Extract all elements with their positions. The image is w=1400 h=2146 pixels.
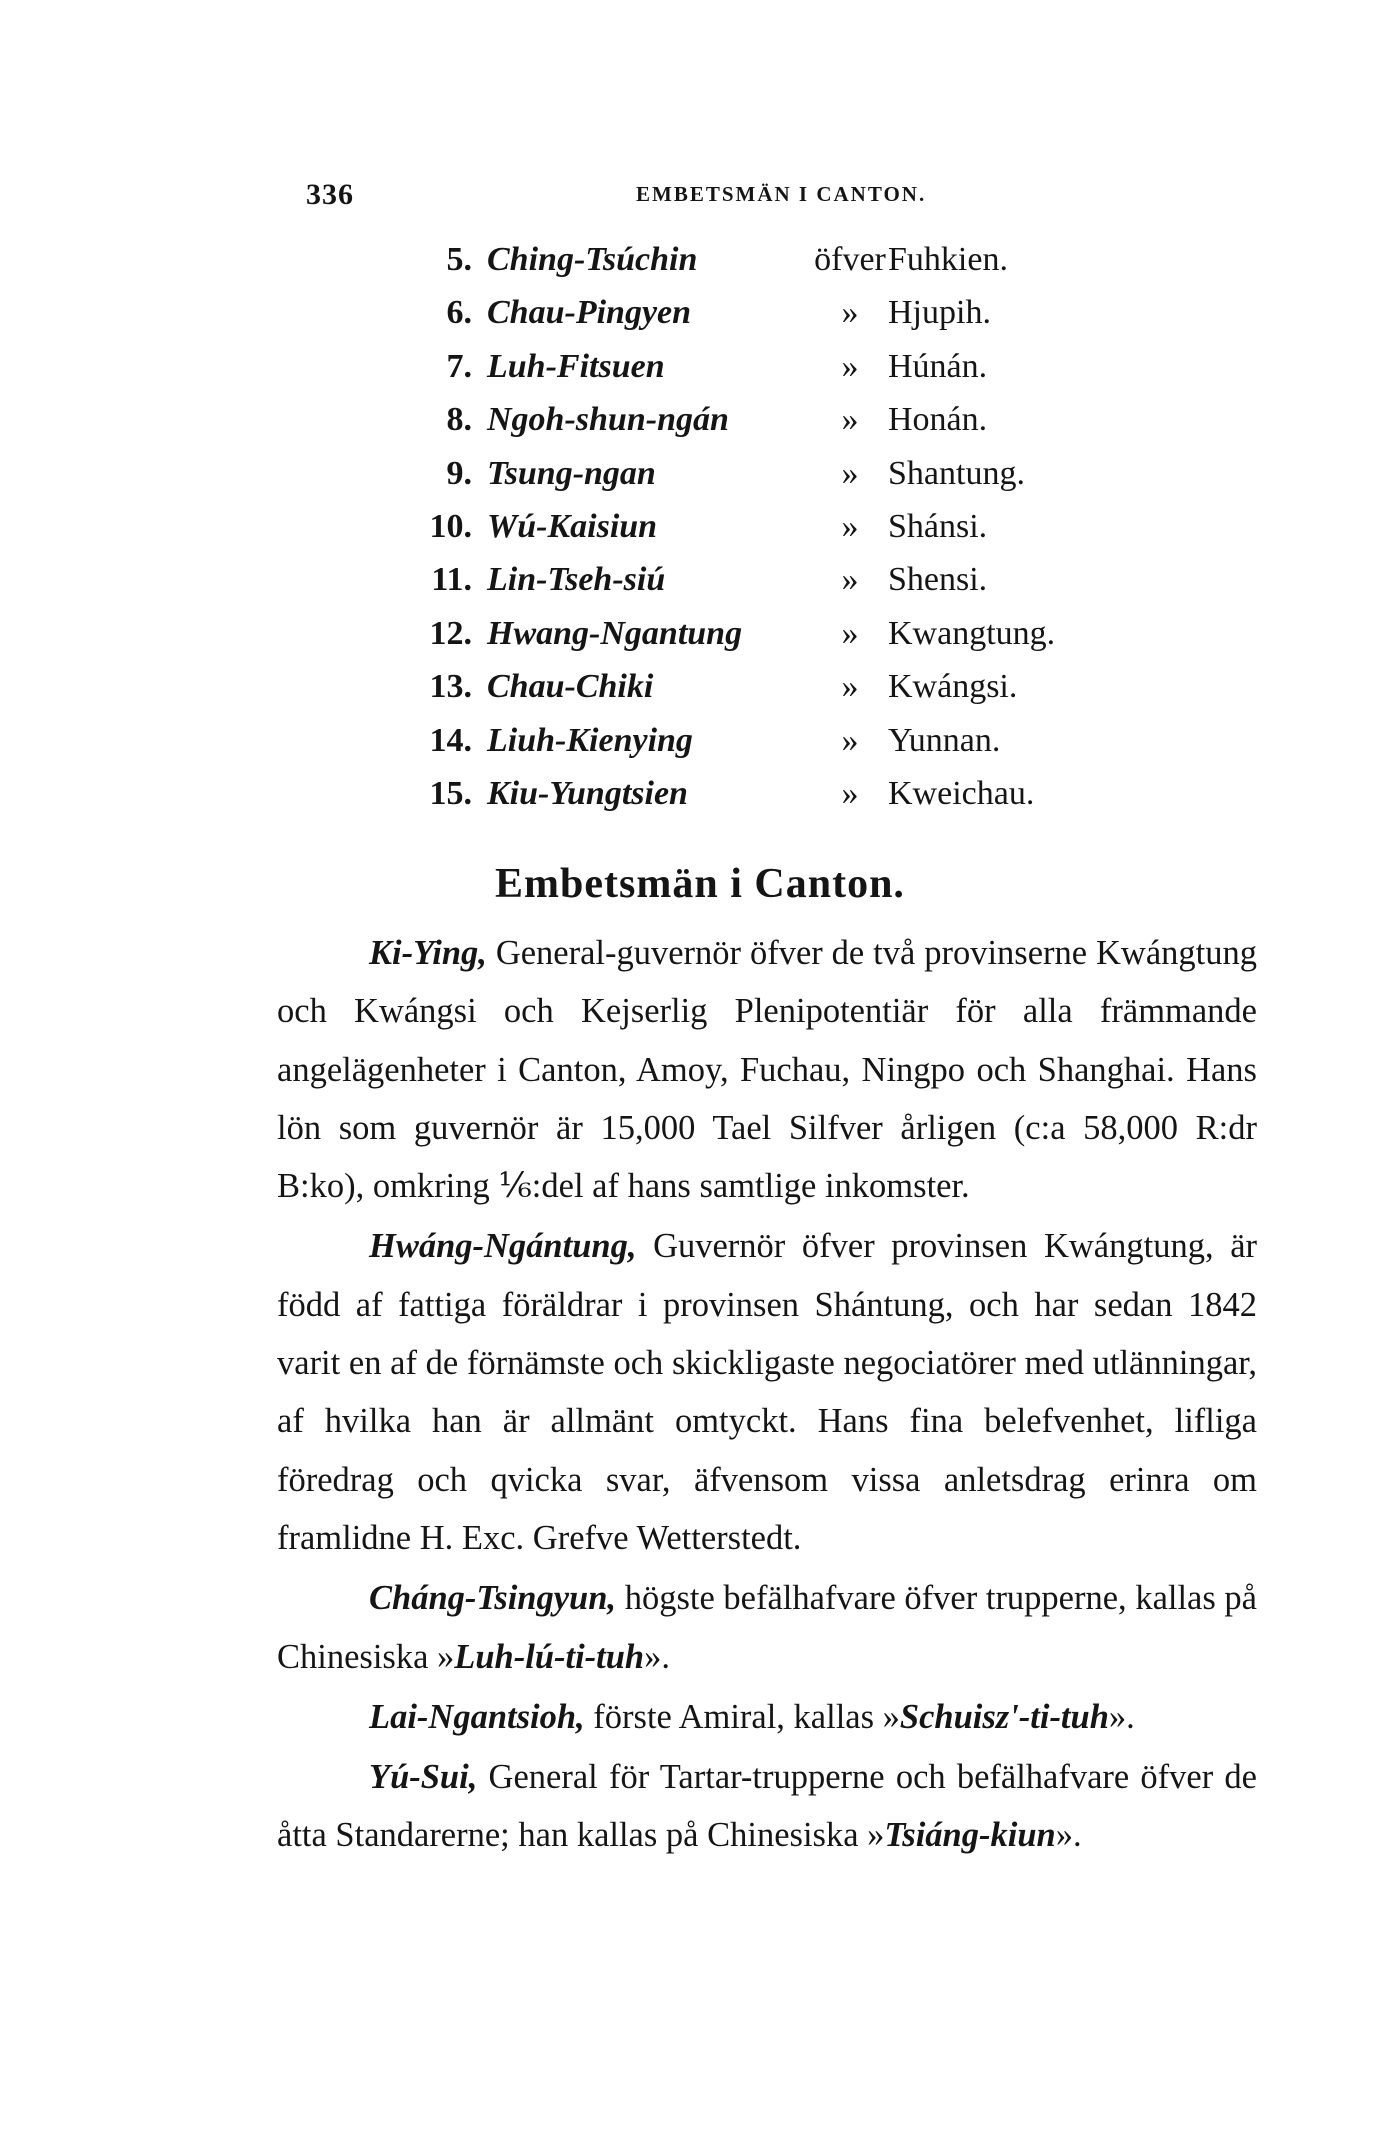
list-item: [0, 396, 1400, 449]
paragraph-lead-name: Lai-Ngantsioh,: [369, 1697, 585, 1736]
list-item-relation: »: [841, 774, 859, 812]
list-item-number: 15.: [429, 774, 472, 812]
list-item-relation: »: [841, 507, 859, 545]
list-item-province: Hjupih.: [888, 294, 991, 332]
list-item-province: Húnán.: [888, 347, 988, 385]
list-item-relation: »: [841, 454, 859, 492]
list-item-relation: »: [841, 347, 859, 385]
paragraph-lai-ngantsioh: [277, 1688, 1257, 1746]
chinese-title: Schuisz'-ti-tuh: [899, 1697, 1109, 1736]
list-item-name: Hwang-Ngantung: [487, 614, 743, 652]
list-item: [0, 556, 1400, 609]
list-item-relation: »: [841, 668, 859, 706]
list-item-number: 9.: [446, 454, 472, 492]
list-item-relation: »: [841, 561, 859, 599]
list-item: [0, 717, 1400, 770]
list-item-name: Wú-Kaisiun: [487, 507, 658, 545]
list-item-number: 5.: [446, 241, 472, 278]
body-text: [277, 924, 1257, 1867]
paragraph-text: Guvernör öfver provinsen Kwángtung, är född af fattiga föräldrar i provinsen Shántung, och har sedan 1842 varit en af de förnämste och skickligaste negociatörer med utlänningar, af hvilka han är allmänt omtyckt. Hans fina belefvenhet, lifliga föredrag och qvicka svar, äfvensom vissa anletsdrag erinra om framlidne H. Exc. Grefve Wetterstedt.: [277, 1227, 1257, 1557]
list-item-province: Fuhkien.: [888, 241, 1008, 278]
list-item-name: Ngoh-shun-ngán: [487, 401, 729, 439]
list-item: [0, 503, 1400, 556]
running-head: EMBETSMÄN I CANTON.: [636, 182, 927, 206]
officials-list: [0, 236, 1400, 823]
list-item: [0, 610, 1400, 663]
list-item: [0, 236, 1400, 289]
paragraph-text: General-guvernör öfver de två provinserne Kwángtung och Kwángsi och Kejserlig Plenipotentiär för alla främmande angelägenheter i Canton, Amoy, Fuchau, Ningpo och Shanghai. Hans lön som guvernör är 15,000 Tael Silfver årligen (c:a 58,000 R:dr B:ko), omkring ⅙:del af hans samtlige inkomster.: [277, 934, 1257, 1206]
list-item-number: 14.: [429, 721, 472, 759]
section-heading: Embetsmän i Canton.: [495, 861, 905, 907]
list-item-province: Yunnan.: [888, 721, 1001, 759]
list-item-name: Luh-Fitsuen: [487, 347, 665, 385]
paragraph-lead-name: Cháng-Tsingyun,: [369, 1579, 617, 1618]
paragraph-ki-ying: [277, 924, 1257, 1215]
list-item-province: Shensi.: [888, 561, 988, 599]
paragraph-text: förste Amiral, kallas »: [584, 1697, 900, 1736]
list-item-number: 13.: [429, 668, 472, 706]
paragraph-text: högste befälhafvare öfver trupperne, kallas på Chinesiska »: [277, 1579, 1257, 1676]
list-item-relation: »: [841, 401, 859, 439]
list-item-province: Shánsi.: [888, 507, 988, 545]
list-item-number: 8.: [446, 401, 472, 439]
chinese-title: Luh-lú-ti-tuh: [454, 1637, 645, 1676]
list-item-province: Kwángsi.: [888, 668, 1018, 706]
paragraph-tail: ».: [1108, 1697, 1135, 1736]
list-item-province: Kwangtung.: [888, 614, 1056, 652]
list-item-province: Shantung.: [888, 454, 1025, 492]
page-number: 336: [306, 178, 354, 211]
chinese-title: Tsiáng-kiun: [884, 1816, 1056, 1855]
list-item-relation: »: [841, 614, 859, 652]
list-item-name: Kiu-Yungtsien: [487, 774, 688, 812]
list-item-number: 12.: [429, 614, 472, 652]
paragraph-lead-name: Hwáng-Ngántung,: [369, 1227, 637, 1266]
paragraph-lead-name: Yú-Sui,: [369, 1758, 478, 1797]
list-item-relation: »: [841, 294, 859, 332]
list-item: [0, 289, 1400, 342]
list-item-name: Chau-Chiki: [487, 668, 654, 706]
list-item-number: 10.: [429, 507, 472, 545]
paragraph-lead-name: Ki-Ying,: [369, 934, 487, 972]
list-item: [0, 343, 1400, 396]
paragraph-text: General för Tartar-trupperne och befälhafvare öfver de åtta Standarerne; han kallas på Chinesiska »: [277, 1758, 1257, 1855]
list-item-name: Lin-Tseh-siú: [487, 561, 666, 599]
paragraph-yu-sui: [277, 1748, 1257, 1865]
list-item-number: 7.: [446, 347, 472, 385]
list-item-province: Kweichau.: [888, 774, 1035, 812]
list-item-name: Chau-Pingyen: [487, 294, 692, 332]
list-item-name: Liuh-Kienying: [487, 721, 693, 759]
list-item-relation: öfver: [814, 241, 886, 278]
list-item: [0, 770, 1400, 823]
paragraph-tail: ».: [1055, 1816, 1082, 1855]
list-item: [0, 663, 1400, 716]
list-item-name: Tsung-ngan: [487, 454, 656, 492]
paragraph-tail: ».: [644, 1637, 670, 1676]
list-item-name: Ching-Tsúchin: [487, 241, 698, 278]
list-item-number: 6.: [446, 294, 472, 332]
paragraph-hwang-ngantung: [277, 1217, 1257, 1567]
list-item-relation: »: [841, 721, 859, 759]
list-item-number: 11.: [431, 561, 472, 599]
paragraph-chang-tsingyun: [277, 1569, 1257, 1686]
page-header: [306, 178, 1306, 218]
list-item: [0, 450, 1400, 503]
list-item-province: Honán.: [888, 401, 988, 439]
